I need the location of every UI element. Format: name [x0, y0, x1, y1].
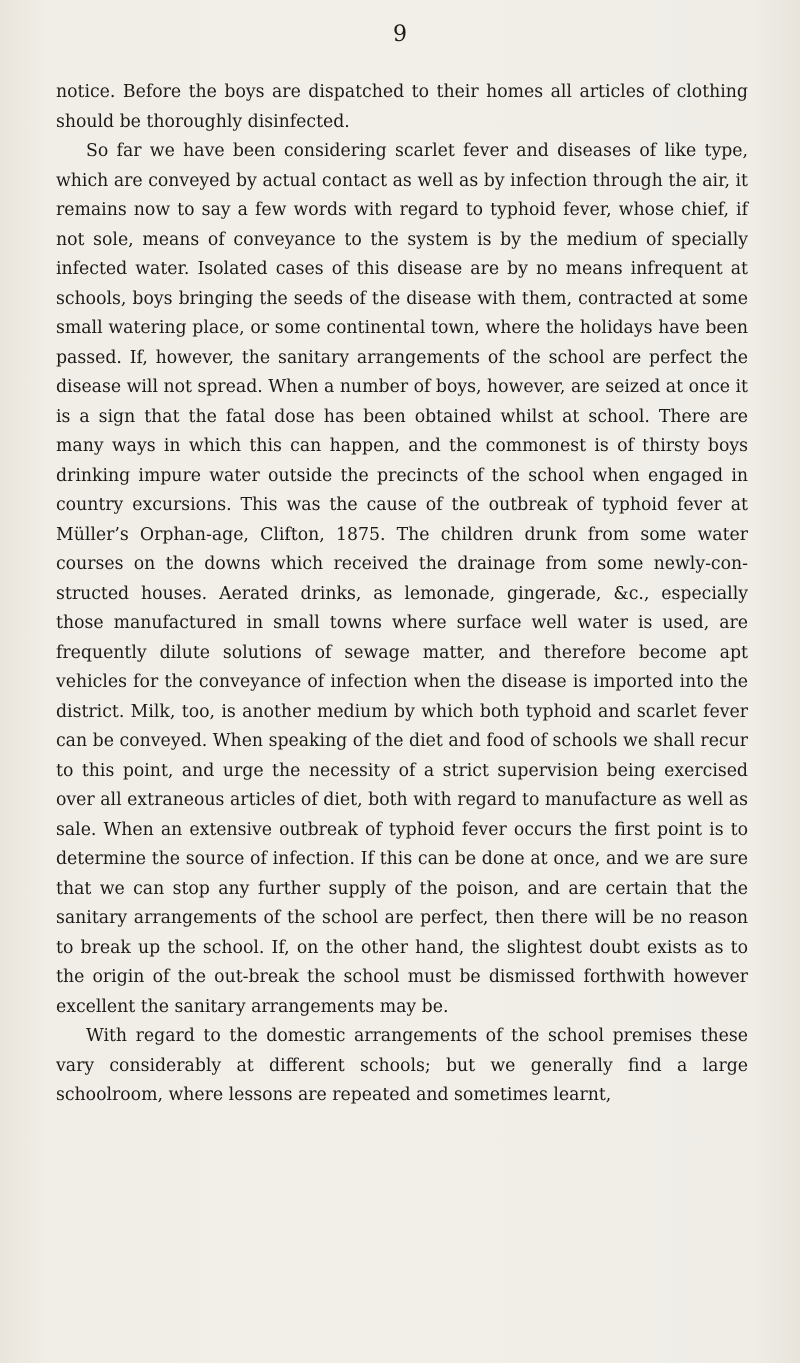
page-number: 9 — [393, 22, 407, 47]
paragraph-continuation: notice. Before the boys are dispatched to their homes all articles of clothing should be thoroughly disinfected. — [56, 82, 748, 132]
body-text — [56, 78, 748, 1111]
paragraph-domestic-arrangements: With regard to the domestic arrangements of the school premises these vary considerably at different schools; but we generally find a large schoolroom, where lessons are repeated and sometimes learnt, — [56, 1026, 748, 1105]
paragraph-typhoid: So far we have been considering scarlet fever and diseases of like type, which are conveyed by actual contact as well as by infection through the air, it remains now to say a few words with regard to typhoid fever, whose chief, if not sole, means of conveyance to the system is by the medium of specially infected water. Isolated cases of this disease are by no means infrequent at schools, boys bringing the seeds of the disease with them, contracted at some small watering place, or some continental town, where the holidays have been passed. If, however, the sanitary arrangements of the school are perfect the disease will not spread. When a number of boys, however, are seized at once it is a sign that the fatal dose has been obtained whilst at school. There are many ways in which this can happen, and the commonest is of thirsty boys drinking impure water outside the precincts of the school when engaged in country excursions. This was the cause of the outbreak of typhoid fever at Müller’s Orphan-age, Clifton, 1875. The children drunk from some water courses on the downs which received the drainage from some newly-con-structed houses. Aerated drinks, as lemonade, gingerade, &c., especially those manufactured in small towns where surface well water is used, are frequently dilute solutions of sewage matter, and therefore become apt vehicles for the conveyance of infection when the disease is imported into the district. Milk, too, is another medium by which both typhoid and scarlet fever can be conveyed. When speaking of the diet and food of schools we shall recur to this point, and urge the necessity of a strict supervision being exercised over all extraneous articles of diet, both with regard to manufacture as well as sale. When an extensive outbreak of typhoid fever occurs the first point is to determine the source of infection. If this can be done at once, and we are sure that we can stop any further supply of the poison, and are certain that the sanitary arrangements of the school are perfect, then there will be no reason to break up the school. If, on the other hand, the slightest doubt exists as to the origin of the out-break the school must be dismissed forthwith however excellent the sanitary arrangements may be. — [56, 141, 748, 1017]
